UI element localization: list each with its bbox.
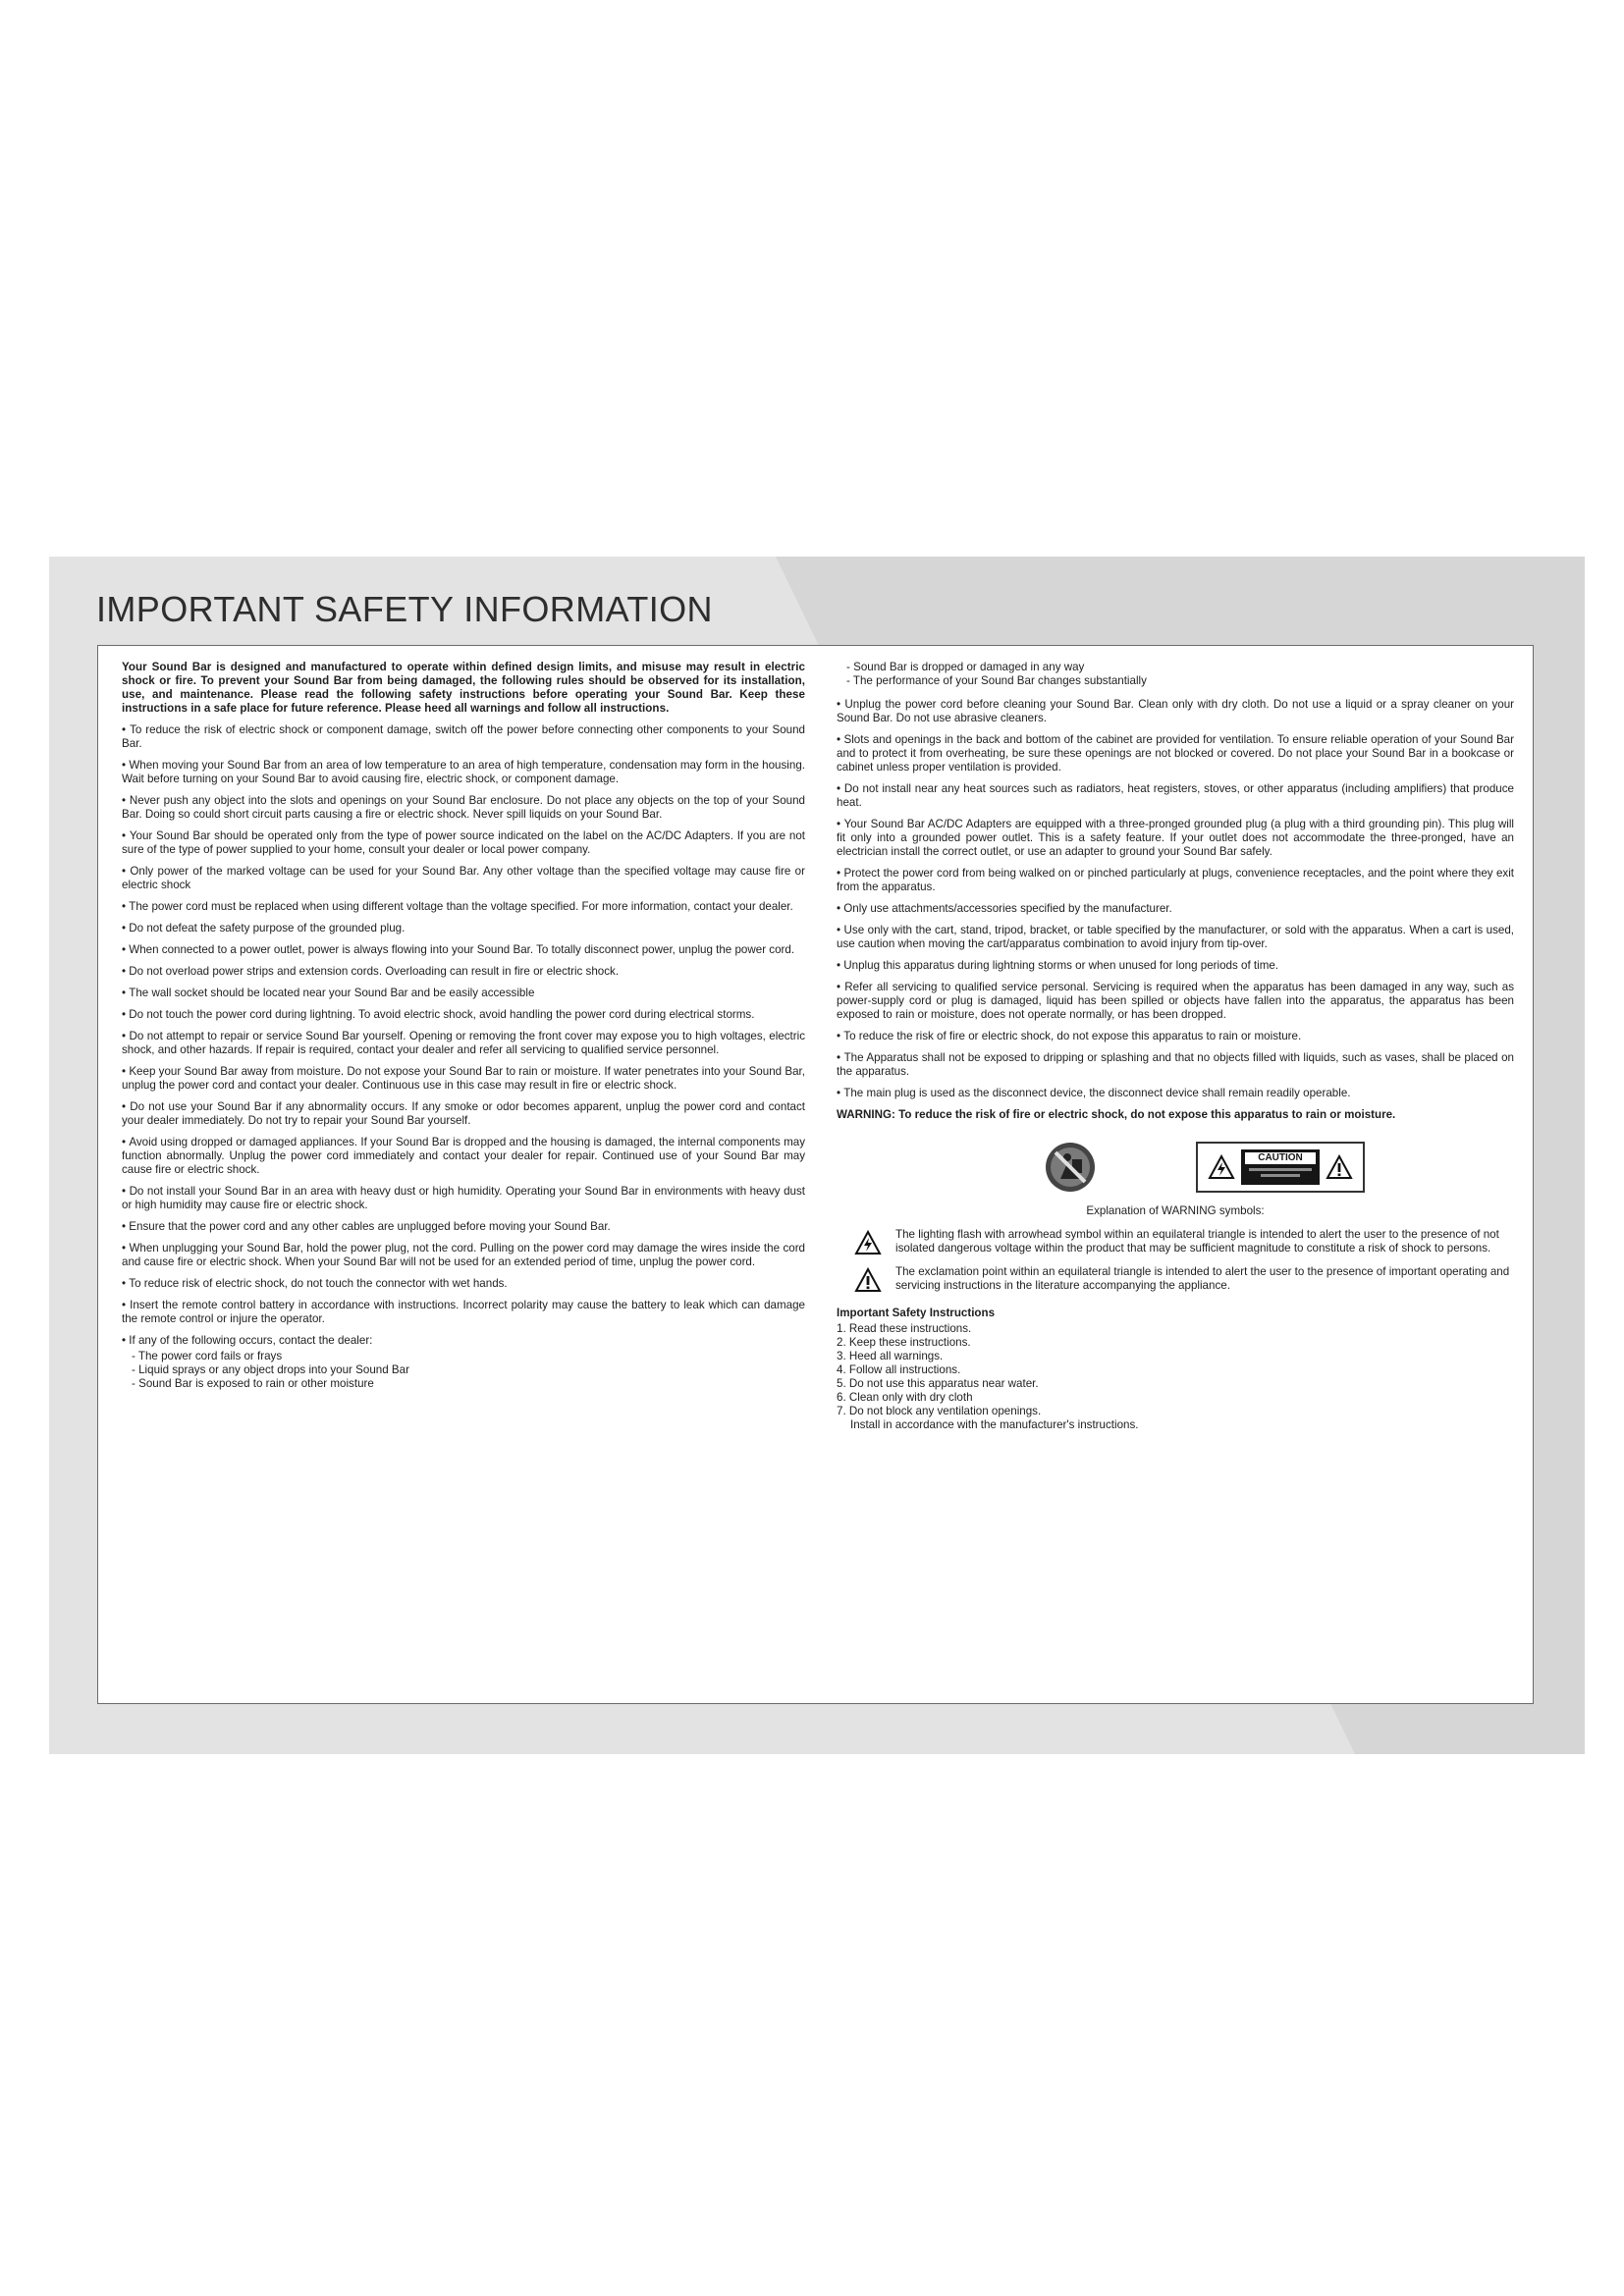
instruction-item: 2. Keep these instructions.	[837, 1336, 971, 1349]
safety-bullet: • Do not attempt to repair or service Sound Bar yourself. Opening or removing the front cover may expose you to high voltages, electric shock, and other hazards. If repair is required, contact your dealer and refer all servicing to qualified service personnel.	[122, 1030, 805, 1057]
safety-bullet: • The main plug is used as the disconnect device, the disconnect device shall remain readily operable.	[837, 1087, 1514, 1100]
safety-bullet: • Only power of the marked voltage can be used for your Sound Bar. Any other voltage than the specified voltage may cause fire or electric shock	[122, 865, 805, 892]
safety-bullet: • Do not defeat the safety purpose of the grounded plug.	[122, 922, 805, 935]
left-column	[122, 661, 805, 1399]
safety-bullet: • Unplug this apparatus during lightning storms or when unused for long periods of time.	[837, 959, 1514, 973]
explanation-title: Explanation of WARNING symbols:	[1086, 1204, 1265, 1217]
caution-label-text: CAUTION	[1245, 1152, 1316, 1164]
exclamation-triangle-icon	[854, 1267, 882, 1293]
caution-fine-print	[1249, 1168, 1312, 1171]
safety-bullet: • To reduce the risk of fire or electric shock, do not expose this apparatus to rain or moisture.	[837, 1030, 1514, 1043]
explanation-exclamation	[837, 1265, 1514, 1293]
warning-text: WARNING: To reduce the risk of fire or electric shock, do not expose this apparatus to rain or moisture.	[837, 1108, 1396, 1121]
safety-bullet: • Protect the power cord from being walked on or pinched particularly at plugs, convenience receptacles, and the point where they exit from the apparatus.	[837, 867, 1514, 894]
instruction-item: 4. Follow all instructions.	[837, 1363, 961, 1376]
intro-text: Your Sound Bar is designed and manufactured to operate within defined design limits, and misuse may result in electric shock or fire. To prevent your Sound Bar from being damaged, the following rules should be observed for its installation, use, and maintenance. Please read the following safety instructions before operating your Sound Bar. Keep these instructions in a safe place for future reference. Please heed all warnings and follow all instructions.	[122, 661, 805, 715]
safety-bullet: • Do not overload power strips and extension cords. Overloading can result in fire or electric shock.	[122, 965, 805, 979]
explanation-text: The lighting flash with arrowhead symbol within an equilateral triangle is intended to alert the user to the presence of not isolated dangerous voltage within the product that may be sufficient magnitude to constitute a risk of shock to persons.	[895, 1228, 1499, 1255]
instruction-item: 5. Do not use this apparatus near water.	[837, 1377, 1039, 1390]
safety-bullet: • Avoid using dropped or damaged appliances. If your Sound Bar is dropped and the housing is damaged, the internal components may function abnormally. Unplug the power cord immediately and contact your dealer for repair. Continued use of your Sound Bar may cause fire or electric shock.	[122, 1136, 805, 1177]
instruction-item: 1. Read these instructions.	[837, 1322, 972, 1335]
safety-bullet: • Keep your Sound Bar away from moisture. Do not expose your Sound Bar to rain or moisture. If water penetrates into your Sound Bar, unplug the power cord and contact your dealer. Continuous use in this case may result in fire or electric shock.	[122, 1065, 805, 1093]
dealer-conditions-list-continued	[837, 661, 1514, 688]
safety-bullet: • Do not install near any heat sources such as radiators, heat registers, stoves, or other apparatus (including amplifiers) that produce heat.	[837, 782, 1514, 810]
lightning-triangle-icon	[854, 1230, 882, 1255]
safety-bullet: • Do not use your Sound Bar if any abnormality occurs. If any smoke or odor becomes apparent, unplug the power cord and contact your dealer immediately. Do not try to repair your Sound Bar yourself.	[122, 1100, 805, 1128]
caution-label	[1241, 1149, 1320, 1185]
safety-bullet: • Insert the remote control battery in accordance with instructions. Incorrect polarity may cause the battery to leak which can damage the remote control or injure the operator.	[122, 1299, 805, 1326]
safety-bullet: • The Apparatus shall not be exposed to dripping or splashing and that no objects filled with liquids, such as vases, shall be placed on the apparatus.	[837, 1051, 1514, 1079]
safety-bullet: • Ensure that the power cord and any other cables are unplugged before moving your Sound Bar.	[122, 1220, 805, 1234]
dealer-condition: - The power cord fails or frays	[132, 1350, 805, 1363]
explanation-lightning	[837, 1228, 1514, 1255]
safety-bullet: • The wall socket should be located near your Sound Bar and be easily accessible	[122, 987, 805, 1000]
page-title: IMPORTANT SAFETY INFORMATION	[96, 589, 713, 629]
safety-bullet: • The power cord must be replaced when using different voltage than the voltage specified. For more information, contact your dealer.	[122, 900, 805, 914]
safety-bullet: • To reduce the risk of electric shock or component damage, switch off the power before connecting other components to your Sound Bar.	[122, 723, 805, 751]
instructions-title: Important Safety Instructions	[837, 1307, 996, 1319]
safety-bullet: • Your Sound Bar should be operated only from the type of power source indicated on the label on the AC/DC Adapters. If you are not sure of the type of power supplied to your home, consult your dealer or local power company.	[122, 829, 805, 857]
safety-bullet: • When moving your Sound Bar from an area of low temperature to an area of high temperature, condensation may form in the housing. Wait before turning on your Sound Bar to avoid causing fire, electric shock, or component damage.	[122, 759, 805, 786]
safety-bullet: • Slots and openings in the back and bottom of the cabinet are provided for ventilation. To ensure reliable operation of your Sound Bar and to protect it from overheating, be sure these openings are not blocked or covered. Do not place your Sound Bar in a bookcase or cabinet unless proper ventilation is provided.	[837, 733, 1514, 774]
caution-label-box	[1196, 1142, 1365, 1193]
safety-bullet: • Do not touch the power cord during lightning. To avoid electric shock, avoid handling the power cord during electrical storms.	[122, 1008, 805, 1022]
right-column	[837, 661, 1514, 1432]
dealer-condition: - The performance of your Sound Bar changes substantially	[846, 674, 1514, 688]
safety-bullet: • Your Sound Bar AC/DC Adapters are equipped with a three-pronged grounded plug (a plug with a third grounding pin). This plug will fit only into a grounded power outlet. This is a safety feature. If your outlet does not accommodate the three-pronged, have an electrician install the correct outlet, or use an adapter to ground your Sound Bar safely.	[837, 818, 1514, 859]
lightning-triangle-icon	[1208, 1154, 1235, 1180]
safety-bullet: • If any of the following occurs, contact the dealer:	[122, 1334, 805, 1348]
safety-bullet: • Unplug the power cord before cleaning your Sound Bar. Clean only with dry cloth. Do not use a liquid or a spray cleaner on your Sound Bar. Do not use abrasive cleaners.	[837, 698, 1514, 725]
safety-bullet: • When connected to a power outlet, power is always flowing into your Sound Bar. To totally disconnect power, unplug the power cord.	[122, 943, 805, 957]
safety-bullet: • Use only with the cart, stand, tripod, bracket, or table specified by the manufacturer, or sold with the apparatus. When a cart is used, use caution when moving the cart/apparatus combination to avoid injury from tip-over.	[837, 924, 1514, 951]
instruction-item: 3. Heed all warnings.	[837, 1350, 944, 1362]
safety-bullet: • Only use attachments/accessories specified by the manufacturer.	[837, 902, 1514, 916]
safety-bullet: • When unplugging your Sound Bar, hold the power plug, not the cord. Pulling on the power cord may damage the wires inside the cord and cause fire or electric shock. When your Sound Bar will not be used for an extended period of time, unplug the power cord.	[122, 1242, 805, 1269]
caution-fine-print	[1261, 1174, 1300, 1177]
instruction-item: 7. Do not block any ventilation openings.	[837, 1405, 1042, 1417]
instruction-item: 6. Clean only with dry cloth	[837, 1391, 973, 1404]
no-open-cabinet-icon	[1043, 1140, 1098, 1195]
warning-symbols	[837, 1140, 1514, 1199]
safety-bullet: • Refer all servicing to qualified service personal. Servicing is required when the apparatus has been damaged in any way, such as power-supply cord or plug is damaged, liquid has been spilled or objects have fallen into the apparatus, the apparatus has been exposed to rain or moisture, does not operate normally, or has been dropped.	[837, 981, 1514, 1022]
dealer-condition: - Sound Bar is dropped or damaged in any way	[846, 661, 1514, 674]
safety-bullet: • To reduce risk of electric shock, do not touch the connector with wet hands.	[122, 1277, 805, 1291]
exclamation-triangle-icon	[1326, 1154, 1353, 1180]
safety-panel	[97, 645, 1534, 1704]
dealer-conditions-list	[122, 1350, 805, 1391]
safety-bullet: • Never push any object into the slots and openings on your Sound Bar enclosure. Do not place any objects on the top of your Sound Bar. Doing so could short circuit parts causing a fire or electric shock. Never spill liquids on your Sound Bar.	[122, 794, 805, 822]
dealer-condition: - Liquid sprays or any object drops into your Sound Bar	[132, 1363, 805, 1377]
explanation-text: The exclamation point within an equilateral triangle is intended to alert the user to the presence of important operating and servicing instructions in the literature accompanying the appliance.	[895, 1265, 1510, 1292]
instructions-list	[837, 1322, 1514, 1432]
safety-bullet: • Do not install your Sound Bar in an area with heavy dust or high humidity. Operating your Sound Bar in environments with heavy dust or high humidity may cause fire or electric shock.	[122, 1185, 805, 1212]
dealer-condition: - Sound Bar is exposed to rain or other moisture	[132, 1377, 805, 1391]
instruction-note: Install in accordance with the manufacturer's instructions.	[850, 1418, 1139, 1431]
